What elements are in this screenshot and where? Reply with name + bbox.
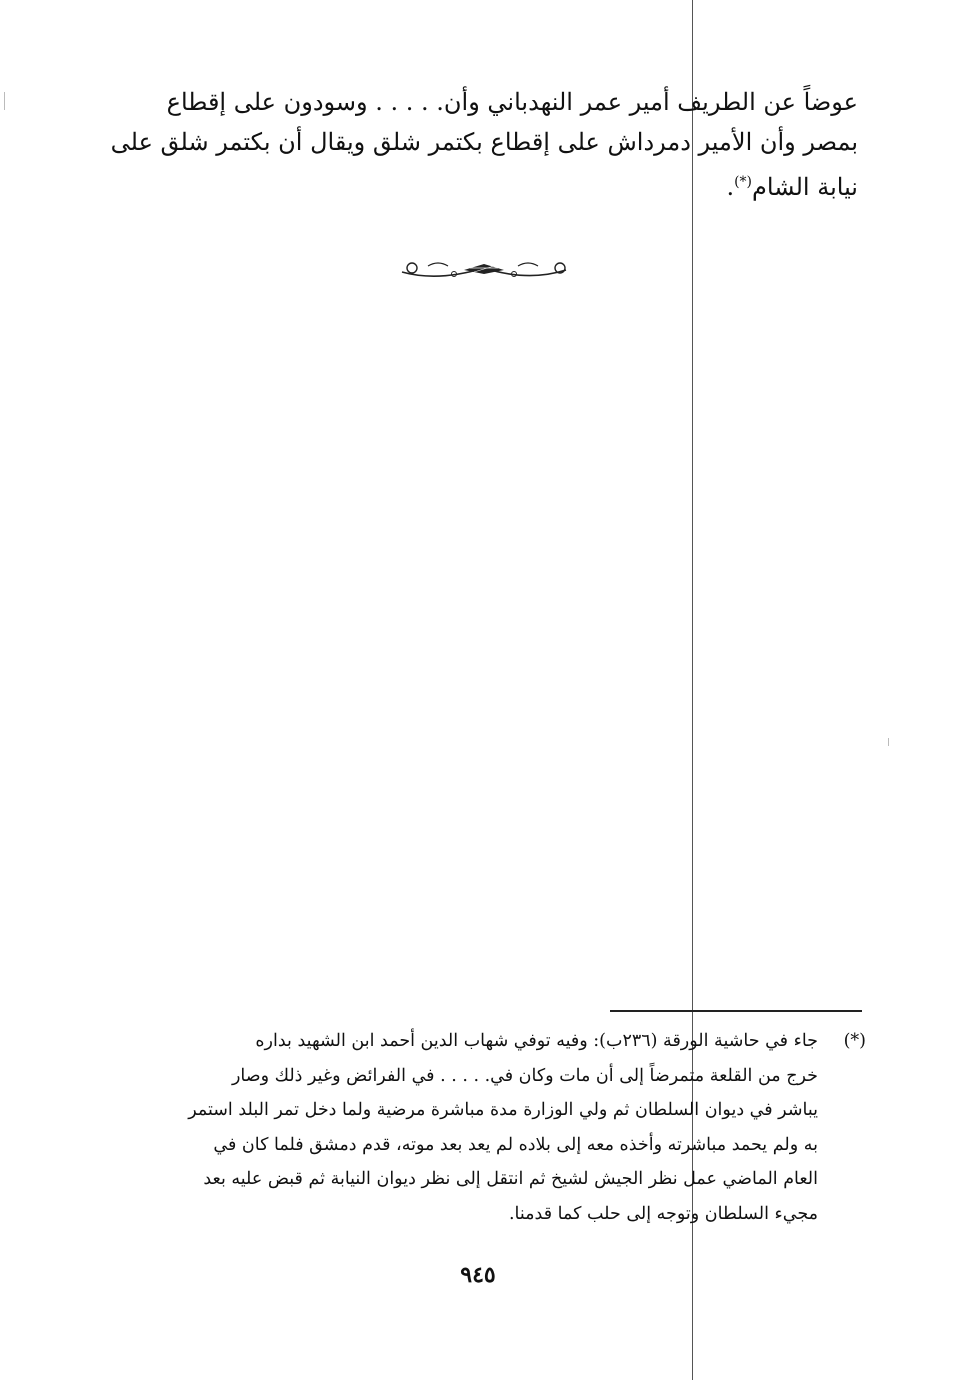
footnote-separator [610,1010,862,1012]
margin-mark [4,92,5,110]
main-text-last-line [108,162,858,207]
main-text-line: عوضاً عن الطريف أمير عمر النهدباني وأن. . . . . وسودون على إقطاع [166,88,858,116]
footnote-line: العام الماضي عمل نظر الجيش لشيخ ثم انتقل إلى نظر ديوان النيابة ثم قبض عليه بعد [203,1169,818,1189]
main-text [108,82,858,207]
footnote-line: به ولم يحمد مباشرته وأخذه معه إلى بلاده لم يعد بعد موته، قدم دمشق فلما كان في [213,1134,818,1155]
footnote-line: يباشر في ديوان السلطان ثم ولي الوزارة مدة مباشرة مرضية ولما دخل تمر البلد استمر [188,1100,818,1120]
footnote-line: خرج من القلعة متمرضاً إلى أن مات وكان في. . . . . في الفرائض وغير ذلك وصار [231,1065,818,1086]
ornament-divider-icon [398,256,570,284]
footnote-line: مجيء السلطان وتوجه إلى حلب كما قدمنا. [508,1203,818,1224]
main-text-period: . [726,173,735,201]
footnote-line: جاء في حاشية الورقة (٢٣٦ب): وفيه توفي شهاب الدين أحمد ابن الشهيد بداره [255,1031,818,1051]
footnote-body [108,1024,818,1231]
footnote-reference[interactable]: (*) [734,174,753,190]
main-text-line: بمصر وأن الأمير دمرداش على إقطاع بكتمر شلق ويقال أن بكتمر شلق على [110,128,858,156]
page-number: ٩٤٥ [460,1262,496,1288]
footnote-marker: (*) [843,1031,866,1051]
main-text-line: نيابة الشام [752,173,858,201]
margin-mark [888,738,889,746]
footnote [108,1024,866,1231]
